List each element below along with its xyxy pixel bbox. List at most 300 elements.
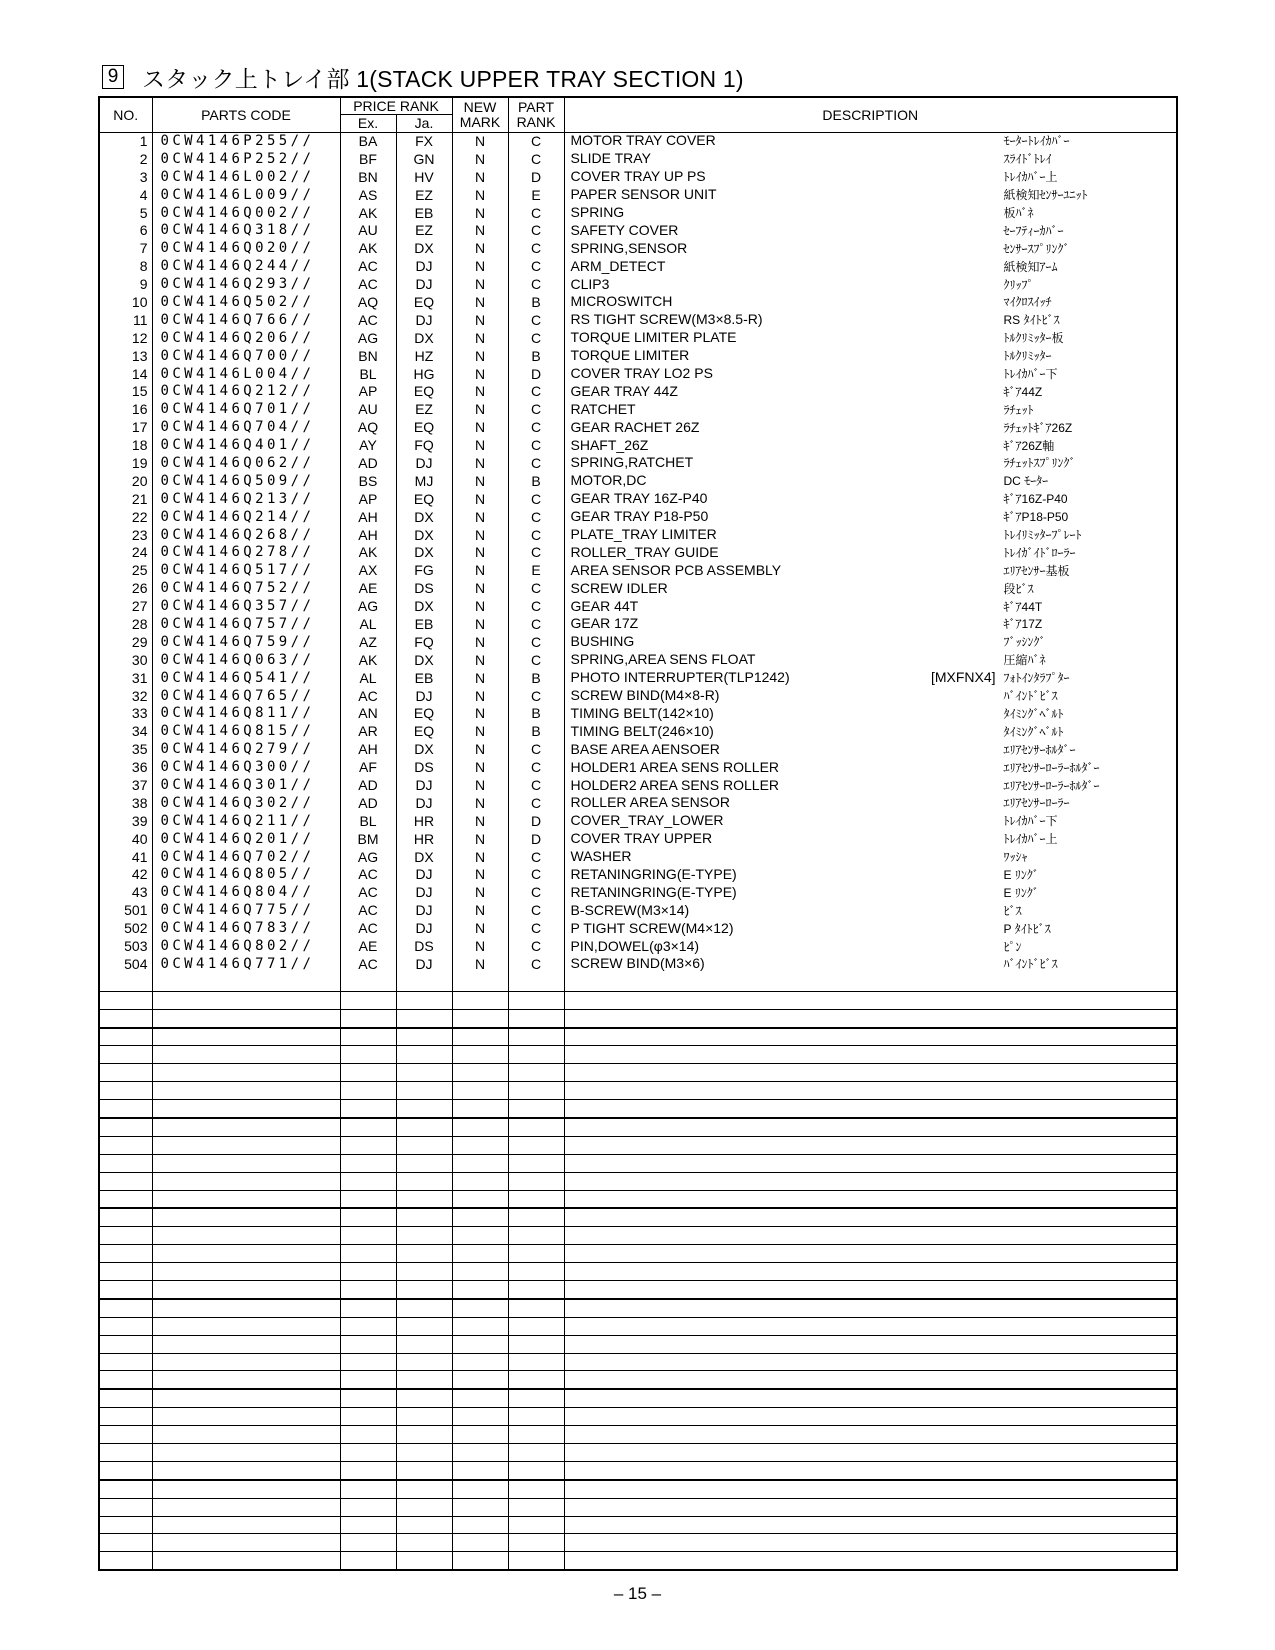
price-rank-ex: AD bbox=[340, 794, 396, 812]
price-rank-ex bbox=[340, 1552, 396, 1570]
parts-code: 0CW4146Q214// bbox=[152, 508, 340, 526]
empty-row bbox=[99, 1480, 1177, 1498]
description bbox=[564, 472, 1177, 490]
part-rank: C bbox=[508, 580, 564, 598]
parts-code: 0CW4146Q401// bbox=[152, 437, 340, 455]
part-rank: C bbox=[508, 329, 564, 347]
price-rank-ex bbox=[340, 1227, 396, 1245]
parts-code bbox=[152, 1208, 340, 1226]
parts-code: 0CW4146Q802// bbox=[152, 938, 340, 956]
price-rank-ex: AX bbox=[340, 562, 396, 580]
description-ja: ｷﾞｱ17Z bbox=[1003, 617, 1043, 632]
description-ja: ﾊﾞｲﾝﾄﾞﾋﾞｽ bbox=[1003, 957, 1058, 972]
table-row bbox=[99, 669, 1177, 687]
price-rank-ja: DS bbox=[396, 938, 452, 956]
new-mark bbox=[452, 1389, 508, 1407]
part-number: 6 bbox=[99, 222, 152, 240]
part-number bbox=[99, 973, 152, 991]
price-rank-ex: AR bbox=[340, 723, 396, 741]
price-rank-ja: EQ bbox=[396, 705, 452, 723]
price-rank-ja: DX bbox=[396, 651, 452, 669]
price-rank-ja: DX bbox=[396, 240, 452, 258]
description-en: WASHER bbox=[570, 848, 632, 865]
new-mark: N bbox=[452, 365, 508, 383]
parts-code: 0CW4146Q063// bbox=[152, 651, 340, 669]
price-rank-ja bbox=[396, 1461, 452, 1479]
new-mark: N bbox=[452, 866, 508, 884]
description bbox=[564, 1028, 1177, 1046]
part-rank: C bbox=[508, 240, 564, 258]
part-rank bbox=[508, 1172, 564, 1190]
table-row bbox=[99, 884, 1177, 902]
part-rank: C bbox=[508, 526, 564, 544]
part-number bbox=[99, 1009, 152, 1027]
header-description: DESCRIPTION bbox=[564, 97, 1177, 133]
description bbox=[564, 1534, 1177, 1552]
description-en: RETANINGRING(E-TYPE) bbox=[570, 866, 737, 882]
new-mark bbox=[452, 1064, 508, 1082]
part-rank: C bbox=[508, 455, 564, 473]
parts-code: 0CW4146Q757// bbox=[152, 616, 340, 634]
description-en: ARM_DETECT bbox=[570, 257, 666, 274]
new-mark: N bbox=[452, 204, 508, 222]
price-rank-ex: AC bbox=[340, 866, 396, 884]
header-no: NO. bbox=[99, 97, 152, 133]
price-rank-ja: HR bbox=[396, 830, 452, 848]
price-rank-ja bbox=[396, 973, 452, 991]
part-number: 502 bbox=[99, 920, 152, 938]
part-rank bbox=[508, 1046, 564, 1064]
description bbox=[564, 258, 1177, 276]
part-rank bbox=[508, 973, 564, 991]
new-mark bbox=[452, 1426, 508, 1444]
part-rank: C bbox=[508, 508, 564, 526]
description-en: ROLLER_TRAY GUIDE bbox=[570, 543, 719, 560]
new-mark bbox=[452, 1480, 508, 1498]
empty-row bbox=[99, 1317, 1177, 1335]
description-en: COVER TRAY UPPER bbox=[570, 830, 713, 847]
empty-row bbox=[99, 1046, 1177, 1064]
price-rank-ex: AD bbox=[340, 455, 396, 473]
parts-code bbox=[152, 1371, 340, 1389]
price-rank-ja bbox=[396, 1064, 452, 1082]
price-rank-ja: DX bbox=[396, 598, 452, 616]
new-mark: N bbox=[452, 240, 508, 258]
part-rank bbox=[508, 1263, 564, 1281]
description-en: SLIDE TRAY bbox=[570, 150, 651, 167]
part-number: 32 bbox=[99, 687, 152, 705]
price-rank-ex bbox=[340, 1082, 396, 1100]
description bbox=[564, 687, 1177, 705]
description bbox=[564, 866, 1177, 884]
price-rank-ja: DJ bbox=[396, 884, 452, 902]
empty-row bbox=[99, 1136, 1177, 1154]
description bbox=[564, 1227, 1177, 1245]
new-mark: N bbox=[452, 633, 508, 651]
part-rank: B bbox=[508, 347, 564, 365]
parts-code: 0CW4146Q775// bbox=[152, 902, 340, 920]
price-rank-ex bbox=[340, 1263, 396, 1281]
new-mark: N bbox=[452, 276, 508, 294]
part-rank: E bbox=[508, 562, 564, 580]
price-rank-ex: AC bbox=[340, 920, 396, 938]
price-rank-ex bbox=[340, 1208, 396, 1226]
parts-code bbox=[152, 1281, 340, 1299]
price-rank-ex: AY bbox=[340, 437, 396, 455]
part-number: 29 bbox=[99, 633, 152, 651]
parts-table bbox=[98, 96, 1178, 1571]
description-en: COVER_TRAY_LOWER bbox=[570, 812, 724, 829]
description-en: AREA SENSOR PCB ASSEMBLY bbox=[570, 561, 782, 578]
table-row bbox=[99, 544, 1177, 562]
empty-row bbox=[99, 1516, 1177, 1534]
new-mark bbox=[452, 1245, 508, 1263]
price-rank-ja: DJ bbox=[396, 258, 452, 276]
table-row bbox=[99, 276, 1177, 294]
table-row bbox=[99, 455, 1177, 473]
new-mark: N bbox=[452, 526, 508, 544]
price-rank-ex: AQ bbox=[340, 419, 396, 437]
description bbox=[564, 419, 1177, 437]
description-ja: ﾄﾚｲｶﾊﾞｰ下 bbox=[1003, 367, 1058, 382]
description bbox=[564, 1408, 1177, 1426]
price-rank-ja bbox=[396, 1480, 452, 1498]
new-mark: N bbox=[452, 830, 508, 848]
description bbox=[564, 1009, 1177, 1027]
part-number bbox=[99, 1100, 152, 1118]
new-mark: N bbox=[452, 723, 508, 741]
part-number: 20 bbox=[99, 472, 152, 490]
new-mark: N bbox=[452, 687, 508, 705]
price-rank-ex bbox=[340, 1371, 396, 1389]
table-row bbox=[99, 955, 1177, 973]
parts-code bbox=[152, 973, 340, 991]
price-rank-ja bbox=[396, 1046, 452, 1064]
part-number: 10 bbox=[99, 294, 152, 312]
price-rank-ex: AL bbox=[340, 616, 396, 634]
new-mark bbox=[452, 1317, 508, 1335]
price-rank-ex: AK bbox=[340, 651, 396, 669]
new-mark: N bbox=[452, 383, 508, 401]
part-rank bbox=[508, 1009, 564, 1027]
price-rank-ja: GN bbox=[396, 150, 452, 168]
price-rank-ex bbox=[340, 1389, 396, 1407]
description bbox=[564, 1371, 1177, 1389]
part-number bbox=[99, 1444, 152, 1462]
part-rank: C bbox=[508, 955, 564, 973]
part-number bbox=[99, 1208, 152, 1226]
empty-row bbox=[99, 1371, 1177, 1389]
header-new-mark: NEW MARK bbox=[452, 97, 508, 133]
description-ja: ｷﾞｱ16Z-P40 bbox=[1003, 492, 1068, 507]
new-mark: N bbox=[452, 133, 508, 151]
description-ja: ﾗﾁｪｯﾄ bbox=[1003, 402, 1034, 417]
part-number: 43 bbox=[99, 884, 152, 902]
price-rank-ja bbox=[396, 1353, 452, 1371]
parts-code bbox=[152, 1335, 340, 1353]
part-rank bbox=[508, 991, 564, 1009]
part-rank: D bbox=[508, 812, 564, 830]
parts-code: 0CW4146Q759// bbox=[152, 633, 340, 651]
description-en: SPRING,AREA SENS FLOAT bbox=[570, 651, 756, 668]
description-en: ROLLER AREA SENSOR bbox=[570, 794, 731, 811]
description-ja: ﾄﾚｲﾘﾐｯﾀｰﾌﾟﾚｰﾄ bbox=[1003, 528, 1082, 543]
description-en: BASE AREA AENSOER bbox=[570, 740, 720, 757]
part-rank: C bbox=[508, 938, 564, 956]
empty-row bbox=[99, 1444, 1177, 1462]
price-rank-ja: DS bbox=[396, 759, 452, 777]
description-ja: ﾋﾞｽ bbox=[1003, 903, 1022, 918]
part-rank bbox=[508, 1534, 564, 1552]
part-rank: D bbox=[508, 365, 564, 383]
price-rank-ex bbox=[340, 1426, 396, 1444]
table-row bbox=[99, 920, 1177, 938]
description bbox=[564, 598, 1177, 616]
part-number bbox=[99, 1046, 152, 1064]
price-rank-ex: BM bbox=[340, 830, 396, 848]
part-rank: B bbox=[508, 294, 564, 312]
description bbox=[564, 884, 1177, 902]
parts-code bbox=[152, 1426, 340, 1444]
description-ja: ｷﾞｱP18-P50 bbox=[1003, 510, 1069, 525]
parts-code: 0CW4146P255// bbox=[152, 133, 340, 151]
description-ja: ﾊﾞｲﾝﾄﾞﾋﾞｽ bbox=[1003, 689, 1058, 704]
description bbox=[564, 1046, 1177, 1064]
price-rank-ex: BA bbox=[340, 133, 396, 151]
new-mark: N bbox=[452, 455, 508, 473]
parts-code bbox=[152, 1498, 340, 1516]
new-mark: N bbox=[452, 920, 508, 938]
new-mark bbox=[452, 1100, 508, 1118]
parts-code: 0CW4146Q301// bbox=[152, 777, 340, 795]
part-number: 42 bbox=[99, 866, 152, 884]
table-row bbox=[99, 723, 1177, 741]
part-rank: C bbox=[508, 150, 564, 168]
price-rank-ex: AG bbox=[340, 848, 396, 866]
description bbox=[564, 812, 1177, 830]
parts-code: 0CW4146Q268// bbox=[152, 526, 340, 544]
parts-code bbox=[152, 1552, 340, 1570]
new-mark bbox=[452, 1371, 508, 1389]
price-rank-ja: DJ bbox=[396, 276, 452, 294]
description bbox=[564, 973, 1177, 991]
parts-code: 0CW4146Q020// bbox=[152, 240, 340, 258]
price-rank-ja bbox=[396, 1498, 452, 1516]
price-rank-ex bbox=[340, 1009, 396, 1027]
new-mark bbox=[452, 1516, 508, 1534]
new-mark bbox=[452, 1118, 508, 1136]
parts-code bbox=[152, 1353, 340, 1371]
description-ja: DC ﾓｰﾀｰ bbox=[1003, 474, 1049, 489]
empty-row bbox=[99, 1245, 1177, 1263]
new-mark bbox=[452, 1046, 508, 1064]
empty-row bbox=[99, 1082, 1177, 1100]
price-rank-ex: AZ bbox=[340, 633, 396, 651]
parts-code: 0CW4146Q300// bbox=[152, 759, 340, 777]
parts-code bbox=[152, 991, 340, 1009]
parts-code: 0CW4146Q783// bbox=[152, 920, 340, 938]
description bbox=[564, 1353, 1177, 1371]
table-row bbox=[99, 794, 1177, 812]
price-rank-ja bbox=[396, 1371, 452, 1389]
price-rank-ja: EB bbox=[396, 616, 452, 634]
price-rank-ex bbox=[340, 1100, 396, 1118]
new-mark bbox=[452, 1353, 508, 1371]
description bbox=[564, 401, 1177, 419]
part-number: 22 bbox=[99, 508, 152, 526]
description bbox=[564, 1317, 1177, 1335]
price-rank-ja: DX bbox=[396, 544, 452, 562]
part-number: 9 bbox=[99, 276, 152, 294]
new-mark: N bbox=[452, 598, 508, 616]
price-rank-ex bbox=[340, 1534, 396, 1552]
price-rank-ex: BL bbox=[340, 365, 396, 383]
description-ja: ﾀｲﾐﾝｸﾞﾍﾞﾙﾄ bbox=[1003, 706, 1064, 721]
new-mark: N bbox=[452, 168, 508, 186]
description-en: SCREW BIND(M3×6) bbox=[570, 955, 705, 972]
parts-code: 0CW4146Q244// bbox=[152, 258, 340, 276]
price-rank-ja: EB bbox=[396, 669, 452, 687]
part-rank bbox=[508, 1317, 564, 1335]
table-row bbox=[99, 562, 1177, 580]
part-number: 41 bbox=[99, 848, 152, 866]
empty-row bbox=[99, 1064, 1177, 1082]
description-ja: ｴﾘｱｾﾝｻｰﾛｰﾗｰﾎﾙﾀﾞｰ bbox=[1003, 760, 1100, 775]
price-rank-ja: EQ bbox=[396, 294, 452, 312]
price-rank-ja: EZ bbox=[396, 222, 452, 240]
part-rank: C bbox=[508, 866, 564, 884]
part-rank: B bbox=[508, 723, 564, 741]
parts-code: 0CW4146Q278// bbox=[152, 544, 340, 562]
empty-row bbox=[99, 1353, 1177, 1371]
description-ja: ﾄﾚｲｶﾊﾞｰ上 bbox=[1003, 832, 1058, 847]
part-rank bbox=[508, 1100, 564, 1118]
part-rank bbox=[508, 1335, 564, 1353]
description bbox=[564, 991, 1177, 1009]
new-mark: N bbox=[452, 294, 508, 312]
table-row bbox=[99, 419, 1177, 437]
part-rank bbox=[508, 1245, 564, 1263]
part-number: 13 bbox=[99, 347, 152, 365]
part-rank: C bbox=[508, 490, 564, 508]
price-rank-ja: DJ bbox=[396, 455, 452, 473]
parts-code bbox=[152, 1408, 340, 1426]
new-mark: N bbox=[452, 544, 508, 562]
part-number: 2 bbox=[99, 150, 152, 168]
table-row bbox=[99, 526, 1177, 544]
table-row bbox=[99, 133, 1177, 151]
price-rank-ex: BS bbox=[340, 472, 396, 490]
description bbox=[564, 1552, 1177, 1570]
new-mark: N bbox=[452, 329, 508, 347]
description-en: HOLDER2 AREA SENS ROLLER bbox=[570, 776, 780, 793]
parts-code: 0CW4146Q704// bbox=[152, 419, 340, 437]
price-rank-ja: EB bbox=[396, 204, 452, 222]
description-en: PIN,DOWEL(φ3×14) bbox=[570, 937, 700, 954]
price-rank-ja: EZ bbox=[396, 186, 452, 204]
new-mark: N bbox=[452, 616, 508, 634]
price-rank-ex: AK bbox=[340, 204, 396, 222]
new-mark bbox=[452, 1227, 508, 1245]
price-rank-ja bbox=[396, 1100, 452, 1118]
part-rank: B bbox=[508, 705, 564, 723]
description bbox=[564, 1064, 1177, 1082]
price-rank-ja bbox=[396, 1516, 452, 1534]
description-ja: 圧縮ﾊﾞﾈ bbox=[1003, 653, 1046, 668]
part-rank: C bbox=[508, 598, 564, 616]
price-rank-ja bbox=[396, 991, 452, 1009]
parts-code bbox=[152, 1389, 340, 1407]
part-rank: B bbox=[508, 472, 564, 490]
price-rank-ja: EQ bbox=[396, 419, 452, 437]
empty-row bbox=[99, 1028, 1177, 1046]
table-row bbox=[99, 938, 1177, 956]
part-rank: C bbox=[508, 616, 564, 634]
empty-row bbox=[99, 1335, 1177, 1353]
part-number bbox=[99, 1118, 152, 1136]
table-row bbox=[99, 705, 1177, 723]
price-rank-ex bbox=[340, 991, 396, 1009]
price-rank-ex bbox=[340, 1190, 396, 1208]
table-row bbox=[99, 150, 1177, 168]
description-ja: ｷﾞｱ44T bbox=[1003, 599, 1043, 614]
part-number bbox=[99, 1552, 152, 1570]
empty-row bbox=[99, 1263, 1177, 1281]
new-mark: N bbox=[452, 437, 508, 455]
new-mark: N bbox=[452, 401, 508, 419]
price-rank-ja: DJ bbox=[396, 955, 452, 973]
parts-code bbox=[152, 1245, 340, 1263]
part-number: 14 bbox=[99, 365, 152, 383]
table-row bbox=[99, 294, 1177, 312]
part-rank bbox=[508, 1154, 564, 1172]
header-price-rank: PRICE RANK bbox=[340, 97, 452, 115]
part-rank: C bbox=[508, 884, 564, 902]
part-rank bbox=[508, 1227, 564, 1245]
part-rank bbox=[508, 1064, 564, 1082]
description-ja: ｾｰﾌﾃｨｰｶﾊﾞｰ bbox=[1003, 223, 1064, 238]
price-rank-ja: DJ bbox=[396, 777, 452, 795]
description-ja: ｷﾞｱ26Z軸 bbox=[1003, 438, 1055, 453]
price-rank-ja bbox=[396, 1208, 452, 1226]
description bbox=[564, 294, 1177, 312]
new-mark: N bbox=[452, 848, 508, 866]
parts-code: 0CW4146Q302// bbox=[152, 794, 340, 812]
part-number: 36 bbox=[99, 759, 152, 777]
part-rank bbox=[508, 1299, 564, 1317]
parts-code: 0CW4146Q701// bbox=[152, 401, 340, 419]
parts-code: 0CW4146Q811// bbox=[152, 705, 340, 723]
description bbox=[564, 1208, 1177, 1226]
new-mark: N bbox=[452, 150, 508, 168]
parts-code bbox=[152, 1154, 340, 1172]
price-rank-ja: HG bbox=[396, 365, 452, 383]
price-rank-ex: AF bbox=[340, 759, 396, 777]
description bbox=[564, 276, 1177, 294]
part-number: 40 bbox=[99, 830, 152, 848]
part-rank: C bbox=[508, 687, 564, 705]
description bbox=[564, 633, 1177, 651]
new-mark bbox=[452, 1299, 508, 1317]
price-rank-ex bbox=[340, 1317, 396, 1335]
description-ja: ｴﾘｱｾﾝｻｰ基板 bbox=[1003, 563, 1070, 578]
part-rank: C bbox=[508, 777, 564, 795]
table-row bbox=[99, 616, 1177, 634]
header-parts-code: PARTS CODE bbox=[152, 97, 340, 133]
price-rank-ja: FQ bbox=[396, 633, 452, 651]
parts-code bbox=[152, 1516, 340, 1534]
price-rank-ex: AQ bbox=[340, 294, 396, 312]
